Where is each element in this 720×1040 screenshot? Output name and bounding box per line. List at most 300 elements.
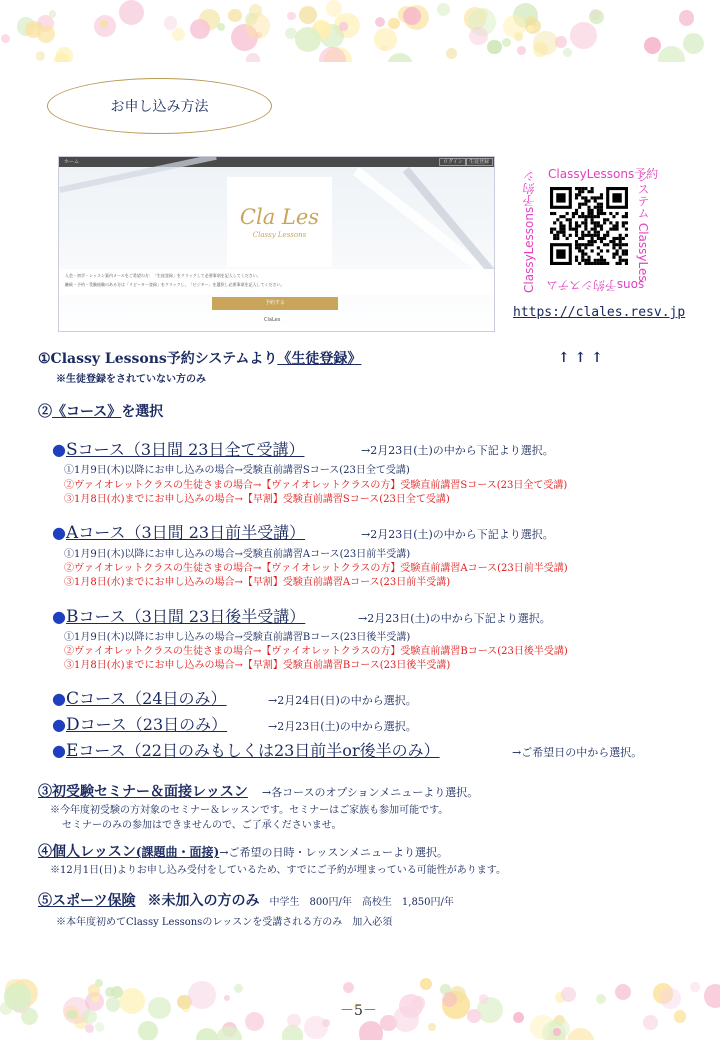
flower-decoration	[228, 9, 242, 23]
step2-heading: ②《コース》を選択	[38, 404, 164, 420]
qr-frame-text: ClassyLessons予約シ	[522, 170, 536, 293]
qr-module	[587, 206, 590, 209]
site-reserve-button: 予約する	[212, 297, 338, 310]
step5-heading: ⑤スポーツ保険 ※未加入の方のみ 中学生 800円/年 高校生 1,850円/年	[38, 893, 454, 909]
course-s-detail-2: ②ヴァイオレットクラスの生徒さまの場合→【ヴァイオレットクラスの方】受験直前講習Sコース(23日全て受講)	[64, 480, 568, 491]
qr-module	[625, 228, 628, 231]
qr-module	[597, 209, 600, 212]
course-b-note: →2月23日(土)の中から下記より選択。	[358, 612, 551, 625]
qr-module	[600, 224, 603, 227]
qr-module	[625, 249, 628, 252]
page-title: お申し込み方法	[47, 78, 272, 134]
flower-decoration	[387, 53, 413, 62]
qr-module	[584, 246, 587, 249]
flower-decoration	[1, 34, 11, 44]
qr-module	[587, 231, 590, 234]
flower-decoration	[674, 1010, 687, 1023]
qr-module	[575, 243, 578, 246]
qr-module	[556, 234, 559, 237]
qr-module	[600, 249, 603, 252]
qr-module	[594, 234, 597, 237]
qr-module	[581, 253, 584, 256]
flower-decoration	[527, 25, 534, 32]
qr-module	[597, 246, 600, 249]
flower-decoration	[374, 28, 396, 50]
qr-module	[591, 237, 594, 240]
clales-logo: Cla Les Classy Lessons	[227, 177, 332, 267]
flower-decoration	[420, 978, 432, 990]
flower-decoration	[148, 997, 171, 1020]
flower-decoration	[304, 1016, 327, 1039]
qr-module	[591, 190, 594, 193]
flower-decoration	[285, 28, 297, 40]
qr-module	[606, 234, 609, 237]
site-register-button: 生徒登録	[465, 158, 493, 166]
qr-module	[581, 256, 584, 259]
qr-module	[581, 221, 584, 224]
qr-module	[581, 215, 584, 218]
course-a-detail-2: ②ヴァイオレットクラスの生徒さまの場合→【ヴァイオレットクラスの方】受験直前講習Aコース(23日前半受講)	[64, 563, 568, 574]
qr-module	[578, 193, 581, 196]
qr-module	[606, 243, 609, 246]
qr-module	[597, 206, 600, 209]
step1-note: ※生徒登録をされていない方のみ	[56, 374, 206, 385]
qr-frame-text: システム ClassyLes	[636, 171, 650, 282]
qr-module	[562, 228, 565, 231]
qr-module	[603, 212, 606, 215]
qr-module	[578, 246, 581, 249]
flower-decoration	[21, 1008, 38, 1025]
qr-module	[578, 190, 581, 193]
qr-module	[584, 228, 587, 231]
qr-module	[587, 234, 590, 237]
flower-decoration	[437, 3, 450, 16]
step3-heading: ③初受験セミナー＆面接レッスン →各コースのオプションメニューより選択。	[38, 784, 479, 800]
qr-module	[616, 253, 619, 256]
qr-module	[619, 243, 622, 246]
qr-module	[587, 209, 590, 212]
qr-module	[553, 228, 556, 231]
qr-module	[600, 237, 603, 240]
qr-module	[600, 228, 603, 231]
qr-module	[584, 259, 587, 262]
qr-module	[566, 218, 569, 221]
qr-module	[575, 187, 578, 190]
qr-module	[600, 212, 603, 215]
qr-module	[584, 221, 587, 224]
qr-module	[591, 209, 594, 212]
qr-module	[594, 221, 597, 224]
qr-module	[600, 262, 603, 265]
qr-module	[600, 256, 603, 259]
flower-decoration	[503, 15, 526, 38]
qr-module	[584, 196, 587, 199]
qr-module	[575, 246, 578, 249]
qr-module	[559, 215, 562, 218]
qr-module	[619, 262, 622, 265]
qr-module	[578, 206, 581, 209]
flower-decoration	[106, 997, 120, 1011]
qr-module	[572, 212, 575, 215]
qr-module	[575, 228, 578, 231]
course-b-detail-3: ③1月8日(水)までにお申し込みの場合→【早割】受験直前講習Bコース(23日後半受講)	[64, 660, 451, 671]
qr-module	[616, 224, 619, 227]
insurance-price: 中学生 800円/年 高校生 1,850円/年	[269, 897, 454, 908]
qr-frame-text: sons予約システム	[546, 278, 645, 292]
site-topbar	[59, 157, 494, 167]
qr-module	[594, 196, 597, 199]
flower-decoration	[4, 983, 32, 1011]
qr-module	[597, 262, 600, 265]
flower-decoration	[502, 38, 511, 47]
flower-decoration	[224, 995, 230, 1001]
qr-module	[619, 256, 622, 259]
flower-decoration	[85, 1024, 94, 1033]
qr-module	[619, 246, 622, 249]
qr-module	[578, 243, 581, 246]
qr-module	[575, 212, 578, 215]
qr-module	[556, 193, 565, 202]
qr-module	[616, 237, 619, 240]
flower-decoration	[119, 0, 144, 25]
qr-module	[587, 199, 590, 202]
flower-decoration	[643, 1015, 657, 1029]
course-a-detail-1: ①1月9日(木)以降にお申し込みの場合→受験直前講習Aコース(23日前半受講)	[64, 549, 411, 560]
qr-module	[616, 221, 619, 224]
qr-module	[594, 199, 597, 202]
qr-module	[625, 262, 628, 265]
flower-decoration	[563, 48, 572, 57]
qr-module	[594, 224, 597, 227]
qr-module	[591, 218, 594, 221]
flower-decoration	[570, 22, 597, 49]
qr-module	[575, 256, 578, 259]
flower-decoration	[287, 1014, 301, 1028]
qr-module	[622, 215, 625, 218]
qr-module	[619, 234, 622, 237]
qr-module	[584, 243, 587, 246]
qr-module	[587, 259, 590, 262]
qr-module	[591, 212, 594, 215]
qr-module	[562, 224, 565, 227]
qr-module	[625, 221, 628, 224]
course-a-note: →2月23日(土)の中から下記より選択。	[361, 528, 554, 541]
site-info-line: 入会・初学・レッスン案内メールをご希望の方：「生徒登録」をクリックして必要事項を記入してください。	[65, 273, 261, 278]
qr-module	[600, 206, 603, 209]
flower-decoration	[299, 6, 317, 24]
qr-module	[550, 212, 553, 215]
flower-decoration	[188, 981, 216, 1009]
qr-module	[581, 231, 584, 234]
flower-decoration	[196, 1028, 218, 1040]
flower-decoration	[690, 982, 699, 991]
qr-module	[591, 187, 594, 190]
qr-module	[584, 203, 587, 206]
step4-note: ※12月1日(日)よりお申し込み受付をしているため、すでにご予約が埋まっている可能性があります。	[50, 865, 506, 876]
qr-module	[581, 212, 584, 215]
qr-module	[584, 215, 587, 218]
qr-module	[597, 203, 600, 206]
qr-module	[584, 199, 587, 202]
qr-frame-text: ClassyLessons予約	[548, 167, 659, 181]
qr-module	[581, 243, 584, 246]
qr-module	[587, 212, 590, 215]
step3-note-2: セミナーのみの参加はできませんので、ご了承くださいませ。	[62, 820, 342, 831]
qr-module	[622, 243, 625, 246]
qr-module	[587, 240, 590, 243]
qr-module	[606, 231, 609, 234]
qr-module	[603, 237, 606, 240]
qr-module	[591, 234, 594, 237]
qr-module	[562, 231, 565, 234]
qr-module	[553, 212, 556, 215]
qr-module	[584, 234, 587, 237]
qr-module	[578, 215, 581, 218]
qr-module	[556, 249, 565, 258]
qr-module	[578, 203, 581, 206]
flower-decoration	[245, 1012, 264, 1031]
flower-decoration	[216, 1026, 243, 1040]
flower-decoration	[446, 48, 457, 59]
flower-decoration	[644, 37, 661, 54]
qr-module	[616, 243, 619, 246]
qr-module	[584, 187, 587, 190]
qr-module	[578, 237, 581, 240]
qr-module	[591, 243, 594, 246]
qr-module	[569, 221, 572, 224]
flower-decoration	[295, 27, 320, 52]
flower-decoration	[111, 986, 123, 998]
course-link: 《コース》	[52, 404, 122, 420]
qr-module	[597, 253, 600, 256]
qr-module	[597, 212, 600, 215]
flower-decoration	[49, 10, 57, 18]
qr-module	[625, 234, 628, 237]
course-b-detail-1: ①1月9日(木)以降にお申し込みの場合→受験直前講習Bコース(23日後半受講)	[64, 632, 411, 643]
qr-module	[594, 215, 597, 218]
booking-url-link[interactable]: https://clales.resv.jp	[513, 305, 686, 320]
flower-decoration	[658, 46, 685, 62]
qr-module	[559, 231, 562, 234]
flower-decoration	[82, 1009, 97, 1024]
flower-decoration	[704, 984, 720, 1007]
course-d-heading: ●Dコース（23日のみ）	[52, 715, 228, 735]
flower-decoration	[567, 1028, 594, 1040]
qr-module	[575, 224, 578, 227]
qr-module	[612, 240, 615, 243]
step4-heading: ④個人レッスン(課題曲・面接)→ご希望の日時・レッスンメニューより選択。	[38, 844, 449, 860]
qr-module	[584, 253, 587, 256]
qr-module	[600, 259, 603, 262]
qr-module	[603, 262, 606, 265]
qr-module	[597, 231, 600, 234]
qr-module	[578, 249, 581, 252]
qr-module	[597, 259, 600, 262]
flower-decoration	[282, 1025, 304, 1040]
qr-module	[556, 231, 559, 234]
qr-module	[575, 240, 578, 243]
qr-module	[581, 234, 584, 237]
course-c-note: →2月24日(日)の中から選択。	[268, 694, 417, 707]
qr-module	[597, 224, 600, 227]
flower-decoration	[428, 1023, 436, 1031]
qr-module	[622, 221, 625, 224]
qr-module	[603, 243, 606, 246]
qr-module	[587, 243, 590, 246]
qr-module	[616, 228, 619, 231]
qr-module	[625, 259, 628, 262]
site-info-band	[59, 269, 494, 295]
qr-module	[556, 218, 559, 221]
qr-module	[616, 262, 619, 265]
qr-module	[562, 215, 565, 218]
qr-module	[612, 243, 615, 246]
qr-module	[625, 215, 628, 218]
qr-module	[594, 228, 597, 231]
qr-module	[591, 221, 594, 224]
course-s-heading: ●Sコース（3日間 23日全て受講）	[52, 440, 305, 460]
course-e-heading: ●Eコース（22日のみもしくは23日前半or後半のみ）	[52, 741, 440, 761]
qr-module	[612, 224, 615, 227]
flower-decoration	[660, 988, 681, 1009]
qr-module	[575, 209, 578, 212]
qr-module	[603, 259, 606, 262]
flower-decoration	[596, 994, 606, 1004]
flower-decoration	[287, 12, 295, 20]
page-number: －5－	[340, 1003, 377, 1019]
qr-module	[622, 224, 625, 227]
qr-module	[597, 215, 600, 218]
qr-code-icon	[550, 187, 628, 265]
flower-decoration	[343, 982, 354, 993]
qr-module	[612, 237, 615, 240]
qr-module	[591, 240, 594, 243]
qr-module	[609, 221, 612, 224]
qr-module	[575, 231, 578, 234]
flower-decoration	[589, 10, 604, 25]
qr-module	[591, 249, 594, 252]
qr-module	[550, 231, 553, 234]
qr-module	[575, 259, 578, 262]
qr-module	[575, 234, 578, 237]
qr-module	[594, 259, 597, 262]
qr-module	[597, 237, 600, 240]
step5-note: ※本年度初めてClassy Lessonsのレッスンを受講される方のみ 加入必須	[56, 917, 393, 928]
register-link: 《生徒登録》	[277, 351, 362, 367]
qr-module	[606, 262, 609, 265]
qr-module	[600, 240, 603, 243]
qr-module	[625, 243, 628, 246]
qr-module	[569, 224, 572, 227]
course-s-note: →2月23日(土)の中から下記より選択。	[361, 444, 554, 457]
qr-module	[575, 221, 578, 224]
qr-module	[587, 190, 590, 193]
qr-module	[575, 193, 578, 196]
flower-decoration	[119, 988, 145, 1014]
qr-module	[619, 240, 622, 243]
flower-decoration	[467, 1009, 481, 1023]
qr-module	[619, 237, 622, 240]
qr-module	[578, 224, 581, 227]
qr-module	[578, 187, 581, 190]
qr-module	[578, 262, 581, 265]
site-login-button: ログイン	[439, 158, 467, 166]
qr-module	[566, 237, 569, 240]
flower-decoration	[36, 51, 46, 61]
course-e-note: →ご希望日の中から選択。	[512, 746, 643, 759]
qr-module	[594, 240, 597, 243]
qr-module	[581, 196, 584, 199]
qr-module	[572, 228, 575, 231]
qr-module	[581, 203, 584, 206]
qr-module	[609, 240, 612, 243]
qr-module	[591, 215, 594, 218]
qr-module	[600, 203, 603, 206]
qr-module	[603, 218, 606, 221]
flower-decoration	[138, 1021, 158, 1040]
flower-decoration	[234, 984, 243, 993]
qr-module	[603, 221, 606, 224]
course-d-note: →2月23日(土)の中から選択。	[268, 720, 417, 733]
qr-module	[612, 253, 615, 256]
qr-module	[600, 193, 603, 196]
qr-module	[616, 212, 619, 215]
qr-module	[550, 228, 553, 231]
qr-module	[616, 249, 619, 252]
flower-decoration	[393, 1006, 419, 1032]
qr-module	[591, 196, 594, 199]
qr-module	[559, 224, 562, 227]
course-b-heading: ●Bコース（3日間 23日後半受講）	[52, 607, 306, 627]
flower-decoration	[388, 18, 399, 29]
flower-decoration	[517, 46, 526, 55]
flower-decoration	[561, 987, 575, 1001]
flower-border-top	[0, 0, 720, 62]
qr-module	[569, 234, 572, 237]
qr-module	[612, 246, 615, 249]
qr-module	[562, 234, 565, 237]
qr-module	[584, 224, 587, 227]
qr-module	[612, 193, 621, 202]
course-a-detail-3: ③1月8日(水)までにお申し込みの場合→【早割】受験直前講習Aコース(23日前半受講)	[64, 577, 451, 588]
qr-module	[622, 259, 625, 262]
qr-module	[553, 221, 556, 224]
flower-decoration	[359, 1021, 384, 1040]
flower-decoration	[217, 23, 225, 31]
qr-module	[622, 237, 625, 240]
site-info-line: 継続・予約・受験経験のある方は「リピーター登録」をクリックし、「ビジター」を選択し必要事項を記入してください。	[65, 282, 285, 287]
flower-decoration	[615, 984, 631, 1000]
step3-note-1: ※今年度初受験の方対象のセミナー＆レッスンです。セミナーはご家族も参加可能です。	[50, 805, 449, 816]
qr-module	[566, 212, 569, 215]
qr-module	[587, 215, 590, 218]
qr-module	[603, 234, 606, 237]
qr-module	[594, 231, 597, 234]
qr-module	[572, 215, 575, 218]
qr-module	[591, 262, 594, 265]
qr-module	[612, 256, 615, 259]
qr-module	[553, 234, 556, 237]
flower-decoration	[412, 996, 426, 1010]
qr-module	[625, 253, 628, 256]
qr-module	[553, 237, 556, 240]
flower-decoration	[479, 994, 489, 1004]
flower-decoration	[326, 0, 343, 17]
qr-module	[591, 228, 594, 231]
booking-site-screenshot	[58, 156, 495, 332]
up-arrows: ↑ ↑ ↑	[558, 350, 603, 366]
course-c-heading: ●Cコース（24日のみ）	[52, 689, 227, 709]
